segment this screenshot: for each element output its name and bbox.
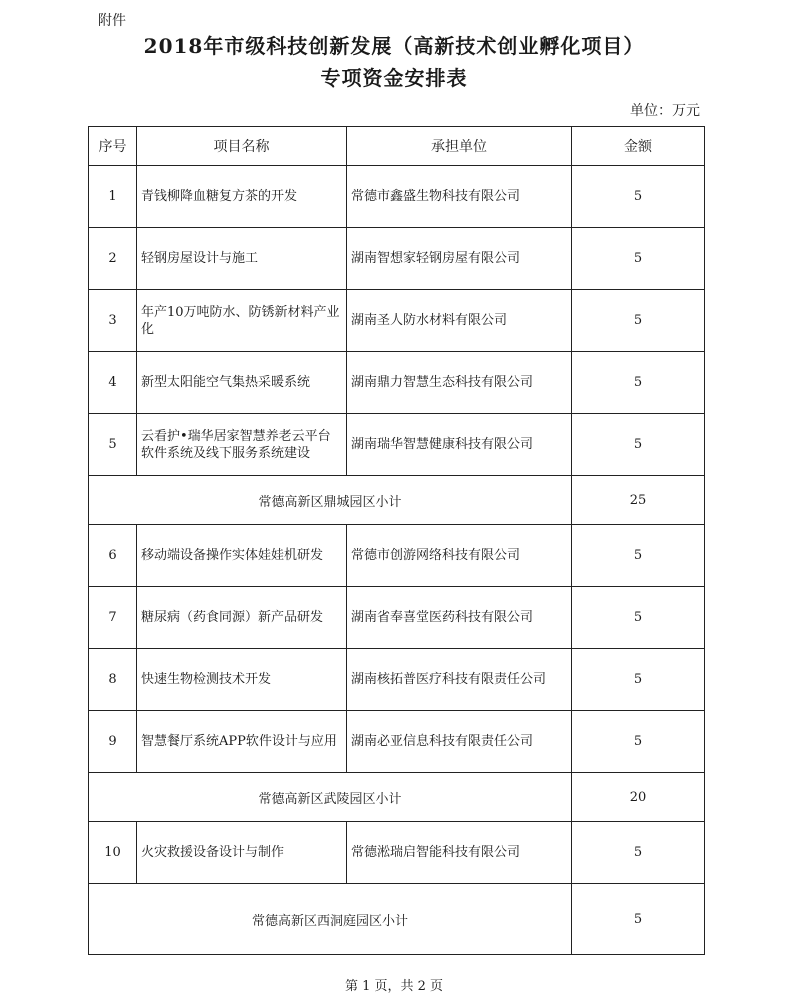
row-no: 3 <box>89 290 137 352</box>
row-organization: 湖南圣人防水材料有限公司 <box>347 290 572 352</box>
row-amount: 5 <box>572 166 705 228</box>
table-row <box>89 290 705 352</box>
subtotal-row <box>89 476 705 525</box>
subtotal-row <box>89 884 705 955</box>
table-header-row <box>89 127 705 166</box>
subtotal-label: 常德高新区鼎城园区小计 <box>89 476 572 525</box>
table-row <box>89 525 705 587</box>
row-project-name: 快速生物检测技术开发 <box>137 649 347 711</box>
table-row <box>89 587 705 649</box>
subtotal-label: 常德高新区西洞庭园区小计 <box>89 884 572 955</box>
row-organization: 湖南必亚信息科技有限责任公司 <box>347 711 572 773</box>
header-no: 序号 <box>89 127 137 166</box>
header-organization: 承担单位 <box>347 127 572 166</box>
row-amount: 5 <box>572 711 705 773</box>
header-project-name: 项目名称 <box>137 127 347 166</box>
row-project-name: 云看护•瑞华居家智慧养老云平台软件系统及线下服务系统建设 <box>137 414 347 476</box>
row-no: 10 <box>89 822 137 884</box>
row-organization: 湖南核拓普医疗科技有限责任公司 <box>347 649 572 711</box>
row-amount: 5 <box>572 649 705 711</box>
table-row <box>89 352 705 414</box>
row-project-name: 轻钢房屋设计与施工 <box>137 228 347 290</box>
subtotal-amount: 20 <box>572 773 705 822</box>
row-amount: 5 <box>572 587 705 649</box>
table-row <box>89 822 705 884</box>
document-title: 2018年市级科技创新发展（高新技术创业孵化项目） <box>143 34 645 58</box>
subtotal-amount: 5 <box>572 884 705 955</box>
row-no: 8 <box>89 649 137 711</box>
row-project-name: 年产10万吨防水、防锈新材料产业化 <box>137 290 347 352</box>
row-amount: 5 <box>572 228 705 290</box>
row-no: 5 <box>89 414 137 476</box>
table-row <box>89 711 705 773</box>
row-project-name: 新型太阳能空气集热采暖系统 <box>137 352 347 414</box>
row-no: 4 <box>89 352 137 414</box>
page-footer: 第 1 页，共 2 页 <box>344 979 444 994</box>
subtotal-row <box>89 773 705 822</box>
row-amount: 5 <box>572 290 705 352</box>
row-no: 2 <box>89 228 137 290</box>
row-project-name: 移动端设备操作实体娃娃机研发 <box>137 525 347 587</box>
row-no: 9 <box>89 711 137 773</box>
row-organization: 湖南瑞华智慧健康科技有限公司 <box>347 414 572 476</box>
table-row <box>89 414 705 476</box>
row-project-name: 智慧餐厅系统APP软件设计与应用 <box>137 711 347 773</box>
row-no: 6 <box>89 525 137 587</box>
row-organization: 湖南鼎力智慧生态科技有限公司 <box>347 352 572 414</box>
row-organization: 湖南智想家轻钢房屋有限公司 <box>347 228 572 290</box>
table-row <box>89 228 705 290</box>
subtotal-amount: 25 <box>572 476 705 525</box>
row-organization: 湖南省奉喜堂医药科技有限公司 <box>347 587 572 649</box>
header-amount: 金额 <box>572 127 705 166</box>
unit-label: 单位：万元 <box>630 103 700 119</box>
table-row <box>89 166 705 228</box>
row-amount: 5 <box>572 414 705 476</box>
table-row <box>89 649 705 711</box>
row-project-name: 火灾救援设备设计与制作 <box>137 822 347 884</box>
funding-table <box>88 126 705 955</box>
row-organization: 常德市鑫盛生物科技有限公司 <box>347 166 572 228</box>
row-organization: 常德淞瑞启智能科技有限公司 <box>347 822 572 884</box>
attachment-label: 附件 <box>98 13 126 29</box>
row-amount: 5 <box>572 525 705 587</box>
row-project-name: 糖尿病（药食同源）新产品研发 <box>137 587 347 649</box>
row-amount: 5 <box>572 822 705 884</box>
row-amount: 5 <box>572 352 705 414</box>
subtotal-label: 常德高新区武陵园区小计 <box>89 773 572 822</box>
row-project-name: 青钱柳降血糖复方茶的开发 <box>137 166 347 228</box>
row-organization: 常德市创游网络科技有限公司 <box>347 525 572 587</box>
row-no: 1 <box>89 166 137 228</box>
document-subtitle: 专项资金安排表 <box>320 66 468 90</box>
row-no: 7 <box>89 587 137 649</box>
